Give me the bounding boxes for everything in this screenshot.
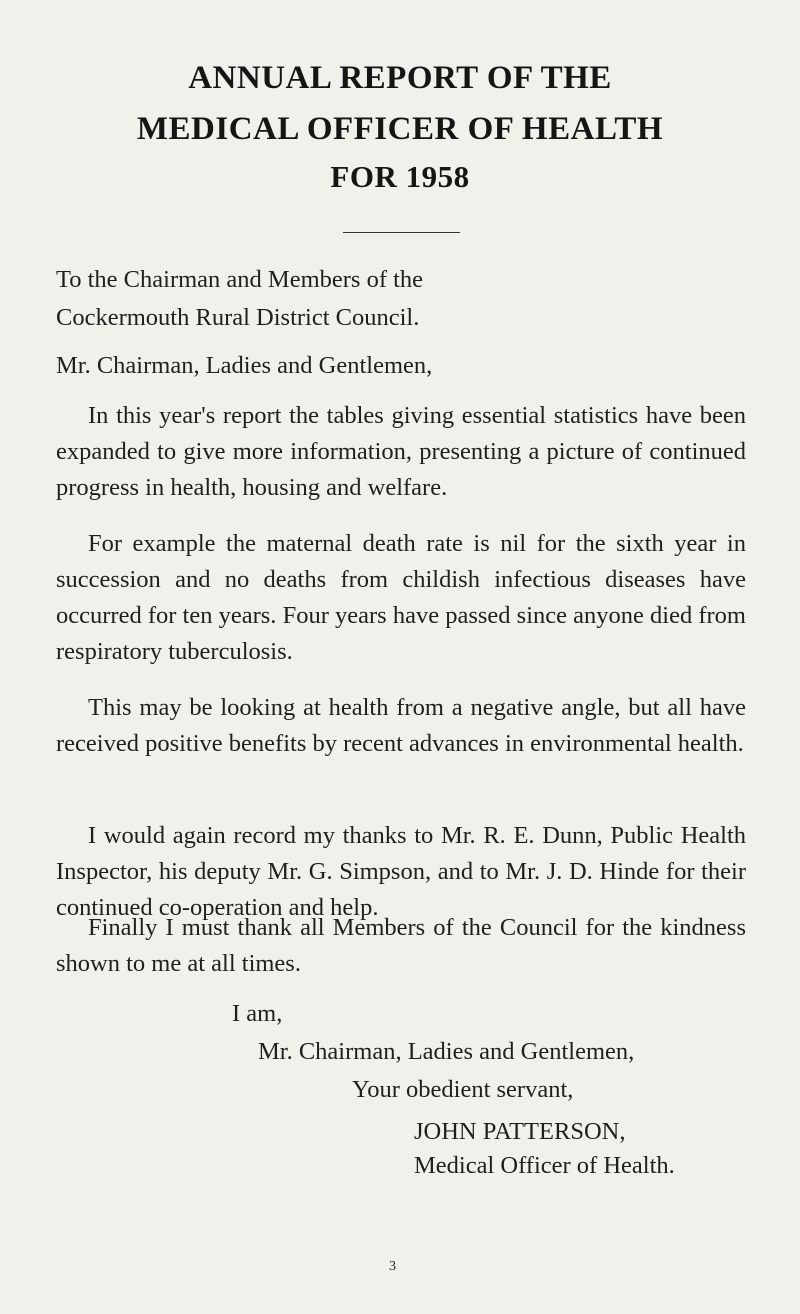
report-title-line-3: FOR 1958 — [330, 159, 470, 194]
page-number: 3 — [389, 1259, 396, 1274]
paragraph-5: Finally I must thank all Members of the Council for the kindness shown to me at all times. — [56, 914, 746, 977]
closing-addressee: Mr. Chairman, Ladies and Gentlemen, — [258, 1038, 635, 1065]
report-title-line-2: MEDICAL OFFICER OF HEALTH — [136, 111, 664, 147]
address-line-1: To the Chairman and Members of the — [56, 266, 424, 293]
signatory-position: Medical Officer of Health. — [414, 1152, 675, 1179]
title-divider — [343, 232, 460, 233]
address-line-2: Cockermouth Rural District Council. — [56, 304, 420, 331]
paragraph-2: For example the maternal death rate is nil for the sixth year in succession and no deaths from childish infectious diseases have occurred for ten years. Four years have passed since anyone died from respiratory tuberculosis. — [56, 530, 746, 665]
paragraph-3: This may be looking at health from a negative angle, but all have received positive benefits by recent advances in environmental health. — [56, 694, 746, 757]
salutation: Mr. Chairman, Ladies and Gentlemen, — [56, 352, 433, 379]
paragraph-4: I would again record my thanks to Mr. R. E. Dunn, Public Health Inspector, his deputy Mr. G. Simpson, and to Mr. J. D. Hinde for their continued co-operation and help. — [56, 822, 746, 921]
paragraph-1: In this year's report the tables giving essential statistics have been expanded to give more information, presenting a picture of continued progress in health, housing and welfare. — [56, 402, 746, 501]
signatory-name: JOHN PATTERSON, — [414, 1118, 626, 1145]
report-title-line-1: ANNUAL REPORT OF THE — [188, 60, 612, 96]
closing-servant: Your obedient servant, — [352, 1076, 574, 1103]
closing-i-am: I am, — [232, 1000, 283, 1027]
